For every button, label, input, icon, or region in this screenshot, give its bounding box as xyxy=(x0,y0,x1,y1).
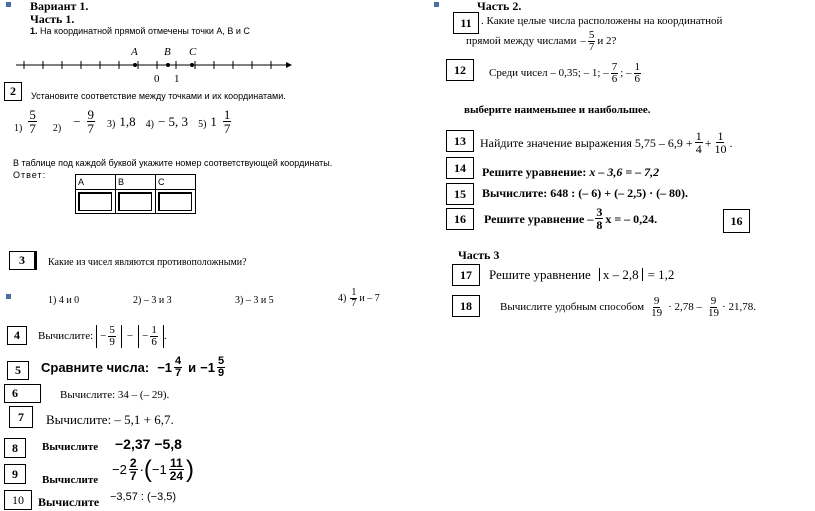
tick-label-0: 0 xyxy=(154,73,160,82)
q15-number-box: 15 xyxy=(446,183,474,205)
q11-fraction: $\frac{5}{7}$ xyxy=(588,29,595,53)
label-a: A xyxy=(131,46,138,58)
q2-options xyxy=(14,108,233,135)
q13-fraction-2: $\frac{1}{10}$ xyxy=(714,129,727,156)
option-1-fraction: $\frac{5}{7}$ xyxy=(29,107,36,136)
q14-text: Решите уравнение: xyxy=(482,165,587,179)
q11-line2 xyxy=(466,30,616,53)
q18-statement xyxy=(500,296,756,319)
q5-b-whole: −1 xyxy=(200,360,215,375)
q9-text: Вычислите xyxy=(42,474,99,486)
q4-abs-b xyxy=(138,325,164,348)
option-5-fraction: $\frac{1}{7}$ xyxy=(223,107,231,136)
q3-option-1: 1) 4 и 0 xyxy=(48,295,80,306)
q13-statement xyxy=(480,130,732,155)
point-a xyxy=(133,63,137,67)
q8-number-box: 8 xyxy=(4,438,26,458)
number-line-arrow xyxy=(286,62,292,68)
q3-option-3: 3) – 3 и 5 xyxy=(235,295,274,306)
q17-tail: = 1,2 xyxy=(647,267,675,282)
q2-text: Установите соответствие между точками и их координатами. xyxy=(31,91,286,101)
option-4-index: 4) xyxy=(145,118,154,130)
q12-subtext: выберите наименьшее и наибольшее. xyxy=(464,104,651,116)
q7-text: Вычислите: – 5,1 + 6,7. xyxy=(46,412,174,427)
q18-text: Вычислите удобным способом xyxy=(500,301,645,313)
q5-b-fraction: $\frac{5}{9}$ xyxy=(217,355,225,379)
col-a-header: A xyxy=(76,175,116,190)
q3-text: Какие из чисел являются противоположными? xyxy=(48,257,247,268)
q3-option-2: 2) – 3 и 3 xyxy=(133,295,172,306)
bullet-marker xyxy=(6,2,11,7)
part1-title: Часть 1. xyxy=(30,12,75,26)
point-c xyxy=(190,63,194,67)
q6-number-box: 6 xyxy=(4,384,41,403)
q5-text: Сравните числа: xyxy=(41,360,150,375)
q3-option-4-tail: и – 7 xyxy=(359,292,380,304)
q4-minus-a: − xyxy=(100,330,107,343)
q10-expression: −3,57 : (−3,5) xyxy=(110,491,177,503)
q3-option-4-fraction: $\frac{1}{7}$ xyxy=(351,287,357,309)
q16-number-box: 16 xyxy=(446,208,474,230)
col-b-header: B xyxy=(116,175,156,190)
q17-text: Решите уравнение xyxy=(489,267,591,282)
option-1-index: 1) xyxy=(14,122,23,134)
q16-text: Решите уравнение – xyxy=(484,211,594,226)
q9-expression xyxy=(112,457,194,482)
answer-input-c[interactable] xyxy=(158,192,192,211)
q12-fraction-2: $\frac{1}{6}$ xyxy=(634,61,641,85)
option-2-fraction: $\frac{9}{7}$ xyxy=(87,107,95,136)
option-5-index: 5) xyxy=(198,118,207,130)
q13-text: Найдите значение выражения 5,75 – 6,9 + xyxy=(480,135,693,150)
q16-fraction: $\frac{3}{8}$ xyxy=(596,205,603,232)
q15-text: Вычислите: 648 : (– 6) + (– 2,5) · (– 80). xyxy=(482,186,689,200)
q2-number-box: 2 xyxy=(4,82,22,101)
q10-text: Вычислите xyxy=(38,495,100,509)
q14-statement xyxy=(482,166,659,178)
option-2-sign: − xyxy=(73,114,81,129)
q9-b-fraction: $\frac{11}{24}$ xyxy=(169,456,184,483)
q4-statement xyxy=(38,325,167,348)
q4-number-box: 4 xyxy=(7,326,27,345)
q8-expression: −2,37 −5,8 xyxy=(115,436,182,452)
q9-dot: · xyxy=(139,462,144,477)
q3-number-box: 3 xyxy=(9,251,37,270)
part2-title: Часть 2. xyxy=(477,0,522,13)
q9-open-paren: ( xyxy=(143,455,152,483)
q5-and: и xyxy=(188,360,197,375)
q4-abs-a xyxy=(96,325,122,348)
q11-text2: прямой между числами xyxy=(466,35,577,47)
q4-minus-b: − xyxy=(142,330,149,343)
answer-table-inputs xyxy=(76,190,196,214)
q4-fraction-b: $\frac{1}{6}$ xyxy=(151,324,157,348)
q3-option-4 xyxy=(338,288,380,309)
option-4-value: − 5, 3 xyxy=(157,114,189,129)
q9-close-paren: ) xyxy=(186,455,195,483)
q12-separator: ; – xyxy=(620,67,632,79)
q18-fraction-1: $\frac{9}{19}$ xyxy=(651,295,663,319)
q11-tail: и 2? xyxy=(597,35,617,47)
q5-number-box: 5 xyxy=(7,361,29,380)
point-b xyxy=(166,63,170,67)
q18-number-box: 18 xyxy=(452,295,480,317)
option-5-whole: 1 xyxy=(210,114,217,129)
bullet-marker xyxy=(434,2,439,7)
q11-number-box: 11 xyxy=(453,12,479,34)
q12-text: Среди чисел – 0,35; – 1; – xyxy=(489,67,609,79)
q18-mid: · 2,78 – xyxy=(668,301,703,313)
q18-tail: · 21,78. xyxy=(722,301,756,313)
q16-tail: x = – 0,24. xyxy=(605,211,658,226)
number-line xyxy=(14,40,294,82)
q13-period: . xyxy=(729,135,733,150)
answer-table-header xyxy=(76,175,196,190)
q6-text: Вычислите: 34 – (– 29). xyxy=(60,389,170,401)
q5-statement xyxy=(41,356,227,379)
q17-abs-expression: x – 2,8 xyxy=(599,268,643,281)
q16-statement xyxy=(484,206,657,231)
q17-number-box: 17 xyxy=(452,264,480,286)
option-3-index: 3) xyxy=(107,118,116,130)
q1-text: На координатной прямой отмечены точки А, В и С xyxy=(40,26,250,36)
part3-title: Часть 3 xyxy=(458,248,500,262)
q18-fraction-2: $\frac{9}{19}$ xyxy=(708,295,720,319)
q1-statement xyxy=(30,27,250,36)
label-b: B xyxy=(164,46,171,58)
q4-fraction-a: $\frac{5}{9}$ xyxy=(109,324,115,348)
q1-number: 1. xyxy=(30,26,38,36)
bullet-marker xyxy=(6,294,11,299)
q17-statement xyxy=(489,268,674,281)
q16-side-box: 16 xyxy=(723,209,750,233)
q13-number-box: 13 xyxy=(446,130,474,152)
option-2-index: 2) xyxy=(52,122,62,134)
q4-text: Вычислите: xyxy=(38,330,94,342)
q9-a-fraction: $\frac{2}{7}$ xyxy=(129,456,137,483)
q4-minus-op: − xyxy=(126,330,134,342)
q9-b-whole: −1 xyxy=(151,462,167,477)
label-c: C xyxy=(189,46,197,58)
q11-text: . Какие целые числа расположены на координатной xyxy=(481,15,723,27)
q4-period: . xyxy=(163,330,167,342)
q12-number-box: 12 xyxy=(446,59,474,81)
q3-option-4-index: 4) xyxy=(338,292,347,304)
answer-label: Ответ: xyxy=(13,170,47,180)
q9-a-whole: −2 xyxy=(112,462,127,477)
col-c-header: C xyxy=(156,175,196,190)
q5-a-fraction: $\frac{4}{7}$ xyxy=(175,355,182,379)
answer-input-b[interactable] xyxy=(118,192,152,211)
q14-number-box: 14 xyxy=(446,157,474,179)
option-3-value: 1,8 xyxy=(119,114,136,129)
q8-text: Вычислите xyxy=(42,441,99,453)
q9-number-box: 9 xyxy=(4,464,26,484)
q12-statement xyxy=(489,62,643,85)
q13-plus: + xyxy=(704,135,712,150)
variant-title: Вариант 1. xyxy=(30,0,89,13)
q12-fraction-1: $\frac{7}{6}$ xyxy=(611,61,618,85)
q10-number-box: 10 xyxy=(4,490,32,510)
q14-expression: x – 3,6 = – 7,2 xyxy=(589,165,660,179)
answer-input-a[interactable] xyxy=(78,192,112,211)
q7-number-box: 7 xyxy=(9,406,33,428)
answer-table xyxy=(75,174,196,214)
q2-table-note: В таблице под каждой буквой укажите номер соответствующей координаты. xyxy=(13,158,333,168)
tick-label-1: 1 xyxy=(174,73,180,82)
q13-fraction-1: $\frac{1}{4}$ xyxy=(695,129,702,156)
q5-a-whole: −1 xyxy=(157,360,173,375)
q11-sign: – xyxy=(580,35,586,47)
